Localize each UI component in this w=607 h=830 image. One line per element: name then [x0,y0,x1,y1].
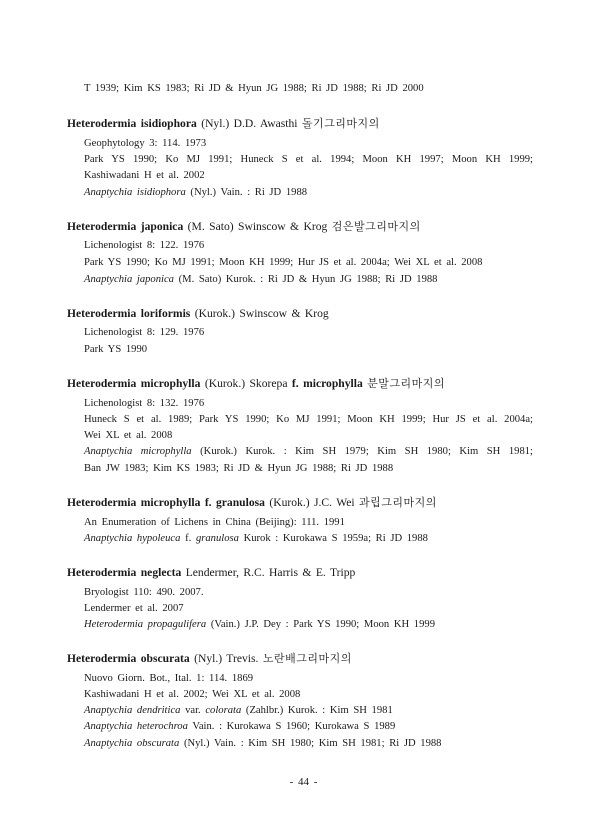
taxon-genus: Heterodermia [67,117,137,130]
taxon-heading [67,566,567,580]
synonym-citation: (Nyl.) Vain. : Kim SH 1980; Kim SH 1981; Ri JD 1988 [183,738,442,749]
taxon-author: Lendermer, R.C. Harris & E. Tripp [185,566,356,579]
infraspecific-name: microphylla [303,377,363,390]
synonym-citation: Kurok : Kurokawa S 1959a; Ri JD 1988 [243,533,428,544]
synonym-citation: (Zahlbr.) Kurok. : Kim SH 1981 [245,705,393,716]
taxon-genus: Heterodermia [67,496,137,509]
synonym-citation: (Vain.) J.P. Dey : Park YS 1990; Moon KH 1999 [210,619,435,630]
taxon-heading [67,220,567,234]
taxon-species: microphylla [140,377,201,390]
reference-line: Park YS 1990 [84,344,148,355]
synonym-citation: (M. Sato) Kurok. : Ri JD & Hyun JG 1988; Ri JD 1988 [178,274,438,285]
taxon-author: (Kurok.) Swinscow & Krog [194,307,329,320]
reference-line: Bryologist 110: 490. 2007. [84,587,204,598]
korean-name: 돌기그리마지의 [301,117,380,130]
reference-line: Nuovo Giorn. Bot., Ital. 1: 114. 1869 [84,673,254,684]
synonym-name: Anaptychia heterochroa [84,721,188,732]
synonym-name: Anaptychia hypoleuca [84,533,181,544]
reference-line: Lendermer et al. 2007 [84,603,184,614]
synonym-infra-name: granulosa [195,533,239,544]
taxon-species: obscurata [140,652,190,665]
taxon-heading [67,117,567,131]
reference-line: An Enumeration of Lichens in China (Beijing): 111. 1991 [84,517,345,528]
synonym-name: Anaptychia japonica [84,274,174,285]
synonym-line [84,186,533,199]
reference-line: Lichenologist 8: 132. 1976 [84,398,205,409]
taxon-author: (M. Sato) Swinscow & Krog [187,220,328,233]
korean-name: 분말그리마지의 [367,377,446,390]
taxon-species: microphylla f. granulosa [140,496,265,509]
synonym-line [84,704,533,717]
synonym-name: Anaptychia microphylla [84,446,192,457]
taxon-heading [67,377,567,391]
synonym-name: Heterodermia propagulifera [84,619,207,630]
synonym-name: Anaptychia dendritica [84,705,181,716]
reference-line: Park YS 1990; Ko MJ 1991; Moon KH 1999; Hur JS et al. 2004a; Wei XL et al. 2008 [84,257,483,268]
synonym-citation: (Kurok.) Kurok. : Kim SH 1979; Kim SH 1980; Kim SH 1981; [200,446,533,457]
synonym-line [84,618,533,631]
reference-line: Huneck S et al. 1989; Park YS 1990; Ko MJ 1991; Moon KH 1999; Hur JS et al. 2004a; [84,414,533,425]
page-number: - 44 - [289,776,318,788]
taxon-species: loriformis [140,307,191,320]
taxon-genus: Heterodermia [67,307,137,320]
taxon-author: (Nyl.) Trevis. [194,652,259,665]
taxon-species: neglecta [140,566,182,579]
taxon-genus: Heterodermia [67,220,137,233]
korean-name: 노란배그리마지의 [262,652,352,665]
synonym-line [84,273,533,286]
reference-line: Lichenologist 8: 122. 1976 [84,240,205,251]
reference-line: Park YS 1990; Ko MJ 1991; Huneck S et al. 1994; Moon KH 1997; Moon KH 1999; [84,154,533,165]
taxon-author: (Nyl.) D.D. Awasthi [201,117,298,130]
reference-line: Geophytology 3: 114. 1973 [84,138,207,149]
reference-line: Wei XL et al. 2008 [84,430,173,441]
synonym-continuation: Ban JW 1983; Kim KS 1983; Ri JD & Hyun JG 1988; Ri JD 1988 [84,463,394,474]
synonym-infra-name: colorata [205,705,242,716]
synonym-line [84,720,533,733]
taxon-genus: Heterodermia [67,377,137,390]
synonym-line [84,737,533,750]
synonym-rank: f. [185,533,192,544]
taxon-heading [67,652,567,666]
synonym-name: Anaptychia isidiophora [84,187,186,198]
reference-line: Kashiwadani H et al. 2002; Wei XL et al. 2008 [84,689,301,700]
infraspecific-rank: f. [291,377,299,390]
reference-line: Kashiwadani H et al. 2002 [84,170,205,181]
synonym-name: Anaptychia obscurata [84,738,180,749]
taxon-author: (Kurok.) Skorepa [204,377,288,390]
synonym-citation: Vain. : Kurokawa S 1960; Kurokawa S 1989 [192,721,396,732]
taxon-species: japonica [140,220,184,233]
synonym-line [84,532,533,545]
taxon-heading [67,307,567,321]
continued-reference-line: T 1939; Kim KS 1983; Ri JD & Hyun JG 1988; Ri JD 1988; Ri JD 2000 [84,83,424,94]
taxon-genus: Heterodermia [67,652,137,665]
korean-name: 과립그리마지의 [359,496,437,509]
korean-name: 검은발그리마지의 [331,220,421,233]
synonym-line [84,445,533,458]
taxon-genus: Heterodermia [67,566,137,579]
reference-line: Lichenologist 8: 129. 1976 [84,327,205,338]
taxon-heading [67,496,567,510]
synonym-citation: (Nyl.) Vain. : Ri JD 1988 [190,187,308,198]
synonym-rank: var. [185,705,201,716]
taxon-author: (Kurok.) J.C. Wei [269,496,355,509]
taxon-species: isidiophora [140,117,197,130]
